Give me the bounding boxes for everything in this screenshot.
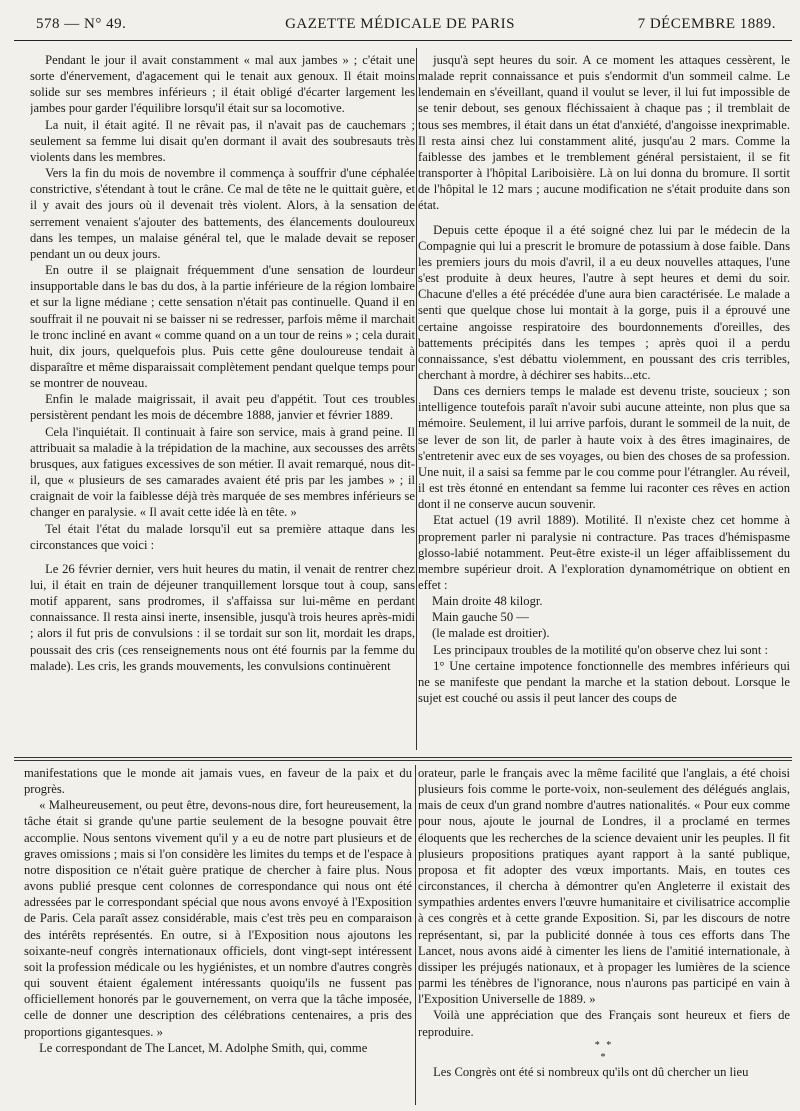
paragraph: Depuis cette époque il a été soigné chez lui par le médecin de la Compagnie qui lui a prescrit le bromure de potassium à dose faible. Dans les premiers jours du mois d'avril, il a eu deux nouvelles attaques, l'une s'est produite à deux heures, l'autre à sept heures et demi du soir. Chacune d'elles a été précédée d'une aura bien caractérisée. Le malade a senti que quelque chose lui montait à la gorge, puis il a éprouvé une certaine angoisse respiratoire des bourdonnements d'oreilles, des battements précipités dans les tempes ; après quoi il a perdu connaissance, s'est débattu violemment, en poussant des cris terribles, cherchant à mordre, à déchirer ses habits...etc.: [418, 222, 790, 382]
paragraph: Le correspondant de The Lancet, M. Adolphe Smith, qui, comme: [39, 1040, 368, 1055]
paragraph: La nuit, il était agité. Il ne rêvait pas, il n'avait pas de cauchemars ; seulement sa femme lui disait qu'en dormant il avait des soubresauts très violents dans les membres.: [30, 117, 415, 164]
paragraph: « Malheureusement, ou peut être, devons-nous dire, fort heureusement, la tâche était si grande qu'une partie seulement de la besogne pouvait être accomplie. Nous sentons vivement qu'il y a eu de notre part plusieurs et de graves omissions ; mais si l'on considère les limites du temps et de l'espace à notre disposition ce n'était guère pratique de chercher à faire plus. Nous avons publié presque cent colonnes de correspondance qui nous ont été adressées par le correspondant spécial que nous avons envoyé à l'Exposition de Paris. Cela paraît assez considérable, mais c'est très peu en comparaison des intérêts représentés. En outre, si à l'Exposition nous ajoutons les soixante-neuf congrès internationaux officiels, dont vingt-sept intéressent soit la profession médicale ou les hygiénistes, et un nombre d'autres congrès qui souvent étaient également intéressants quoiqu'ils ne fussent pas officiellement honorés par le gouvernement, on verra que la tâche imposée, celle de donner une description des célébrations centenaires, a pris des proportions gigantesques. »: [24, 798, 412, 1039]
dynamometer-readings: [418, 593, 790, 641]
page-number: 578 — N° 49.: [36, 16, 127, 32]
running-head: [14, 14, 786, 36]
paragraph: Les Congrès ont été si nombreux qu'ils ont dû chercher un lieu: [433, 1064, 749, 1079]
paragraph: orateur, parle le français avec la même facilité que l'anglais, a été choisi plusieurs fois comme le porte-voix, non-seulement des délégués anglais, mais de ceux d'un grand nombre d'autres nationalités. « Pour eux comme pour nous, ajoute le journal de Londres, il a proclamé en termes éloquents que les recherches de la science devaient unir les peuples. Il fit plusieurs propositions pratiques ayant rapport à la santé publique, proposa et fit adopter des vœux importants. Mais, en toutes ces circonstances, il chercha à démontrer qu'en Angleterre il existait des sympathies ardentes envers l'œuvre humanitaire et civilisatrice accomplie à ces congrès et à cette grande Exposition. Si, par les discours de notre représentant, si, par la publicité donnée à tous ces efforts dans The Lancet, nous avons aidé à cimenter les liens de l'amitié internationale, à dissiper les préjugés nationaux, et à propager les lumières de la science parmi les ténèbres de l'ignorance, nous n'aurons pas participé en vain à l'Exposition Universelle de 1889. »: [418, 766, 790, 1007]
measurement-line: Main droite 48 kilogr.: [432, 594, 543, 609]
paragraph: Voilà une appréciation que des Français sont heureux et fiers de reproduire.: [418, 1008, 790, 1039]
header-rule: [14, 40, 792, 41]
section-rule: [14, 760, 792, 761]
paragraph: Etat actuel (19 avril 1889). Motilité. Il n'existe chez cet homme à proprement parler ni paralysie ni contracture. Pas traces d'hémispasme glosso-labié notamment. Peut-être existe-il un léger affaiblissement du membre supérieur droit. A l'exploration dynamométrique on obtient en effet :: [418, 513, 790, 592]
paragraph: 1° Une certaine impotence fonctionnelle des membres inférieurs qui ne se manifeste que pendant la marche et la station debout. Lorsque le sujet est couché ou assis il peut lancer des coups de: [418, 658, 790, 706]
paragraph: En outre il se plaignait fréquemment d'une sensation de lourdeur insupportable dans le bas du dos, à la partie inférieure de la région lombaire et sur la ligne médiane ; cette sensation n'était pas continuelle. Quand il en souffrait il ne pouvait ni se baisser ni se redresser, parfois même il marchait le tronc incliné en avant « comme quand on a un tour de reins » ; cela durait huit, dix jours, quelquefois plus. Puis cette gêne douloureuse tendait à disparaître et même disparaissait complètement pendant quelque temps pour se montrer de nouveau.: [30, 263, 415, 391]
paragraph: Dans ces derniers temps le malade est devenu triste, soucieux ; son intelligence toutefois paraît n'avoir subi aucune atteinte, non plus que sa mémoire. Seulement, il lui arrive parfois, durant le sommeil de la nuit, de se lever de son lit, de parler à haute voix à des êtres imaginaires, de s'entretenir avec eux de ses voyages, ou bien des choses de sa profession. Une nuit, il a saisi sa femme par le cou comme pour l'étrangler. Au réveil, il est très étonné en entendant sa femme lui raconter ces rêves en action dont il ne conserve aucun souvenir.: [418, 384, 790, 512]
column-divider-bottom: [415, 765, 416, 1105]
column-divider-top: [416, 48, 417, 750]
paragraph: Tel était l'état du malade lorsqu'il eut sa première attaque dans les circonstances que voici :: [30, 521, 415, 552]
measurement-line: (le malade est droitier).: [432, 626, 550, 641]
paragraph: Pendant le jour il avait constamment « mal aux jambes » ; c'était une sorte d'énervement, d'agacement qui le tenait aux genoux. Il était moins solide sur ses membres inférieurs ; il était obligé d'écarter largement les jambes pour garder l'équilibre lorsqu'il était sur sa locomotive.: [30, 53, 415, 116]
section-rule: [14, 757, 792, 758]
issue-date: 7 DÉCEMBRE 1889.: [637, 16, 776, 32]
article-column-right: [418, 52, 790, 750]
paragraph: Les principaux troubles de la motilité qu'on observe chez lui sont :: [433, 642, 768, 657]
paragraph: manifestations que le monde ait jamais vues, en faveur de la paix et du progrès.: [24, 766, 412, 797]
section-asterism: * * *: [594, 1039, 614, 1063]
paragraph: Enfin le malade maigrissait, il avait peu d'appétit. Tout ces troubles persistèrent pendant les mois de décembre 1888, janvier et février 1889.: [30, 392, 415, 423]
paragraph: Vers la fin du mois de novembre il commença à souffrir d'une céphalée constrictive, s'étendant à tout le crâne. Ce mal de tête ne le quittait guère, et il y avait des jours où il devenait très violent. Alors, à la sensation de serrement venaient s'ajouter des battements, des élancements douloureux dans les tempes, un malaise général tel, que le malade devait se reposer pendant un ou deux jours.: [30, 166, 415, 261]
journal-title: GAZETTE MÉDICALE DE PARIS: [285, 16, 515, 32]
paragraph: Cela l'inquiétait. Il continuait à faire son service, mais à grand peine. Il attribuait sa maladie à la trépidation de la machine, aux secousses des arrêts brusques, aux fatigues excessives de son métier. Il avait remarqué, nous dit-il, que « plusieurs de ses camarades avaient été pris par les jambes » ; il craignait de voir la faiblesse déjà très marquée de ses membres inférieurs se changer en paralysie. « Il avait cette idée là en tête. »: [30, 424, 415, 520]
article-column-left: [30, 52, 415, 750]
chronicle-column-left: [24, 765, 412, 1105]
paragraph: Le 26 février dernier, vers huit heures du matin, il venait de rentrer chez lui, il était en train de déjeuner tranquillement lorsque tout à coup, sans motif apparent, sans prodromes, il s'affaissa sur lui-même en perdant connaissance. Il resta ainsi inerte, insensible, jusqu'à trois heures après-midi ; alors il fut pris de convulsions : il se tordait sur son lit, mordait les draps, poussait des cris (ces renseignements nous ont été fournis par la femme du malade). Les cris, les grands mouvements, les convulsions continuèrent: [30, 561, 415, 673]
paragraph: jusqu'à sept heures du soir. A ce moment les attaques cessèrent, le malade reprit connaissance et puis s'endormit d'un sommeil calme. Le lendemain en s'éveillant, quand il voulut se lever, il lui fut impossible de se tenir debout, ses genoux fléchissaient à chaque pas ; il tremblait de tous ses membres, il était dans un état d'anxiété, d'angoisse inexprimable. Il resta ainsi chez lui constamment alité, jusqu'au 2 mars. Comme la faiblesse des jambes et le tremblement général persistaient, il se fit transporter à l'hôpital Lariboisière. Là on lui donna du bromure. Il sortit de l'hôpital le 12 mars ; aucune modification ne s'était produite dans son état.: [418, 53, 790, 213]
measurement-line: Main gauche 50 —: [432, 610, 529, 625]
chronicle-column-right: [418, 765, 790, 1105]
